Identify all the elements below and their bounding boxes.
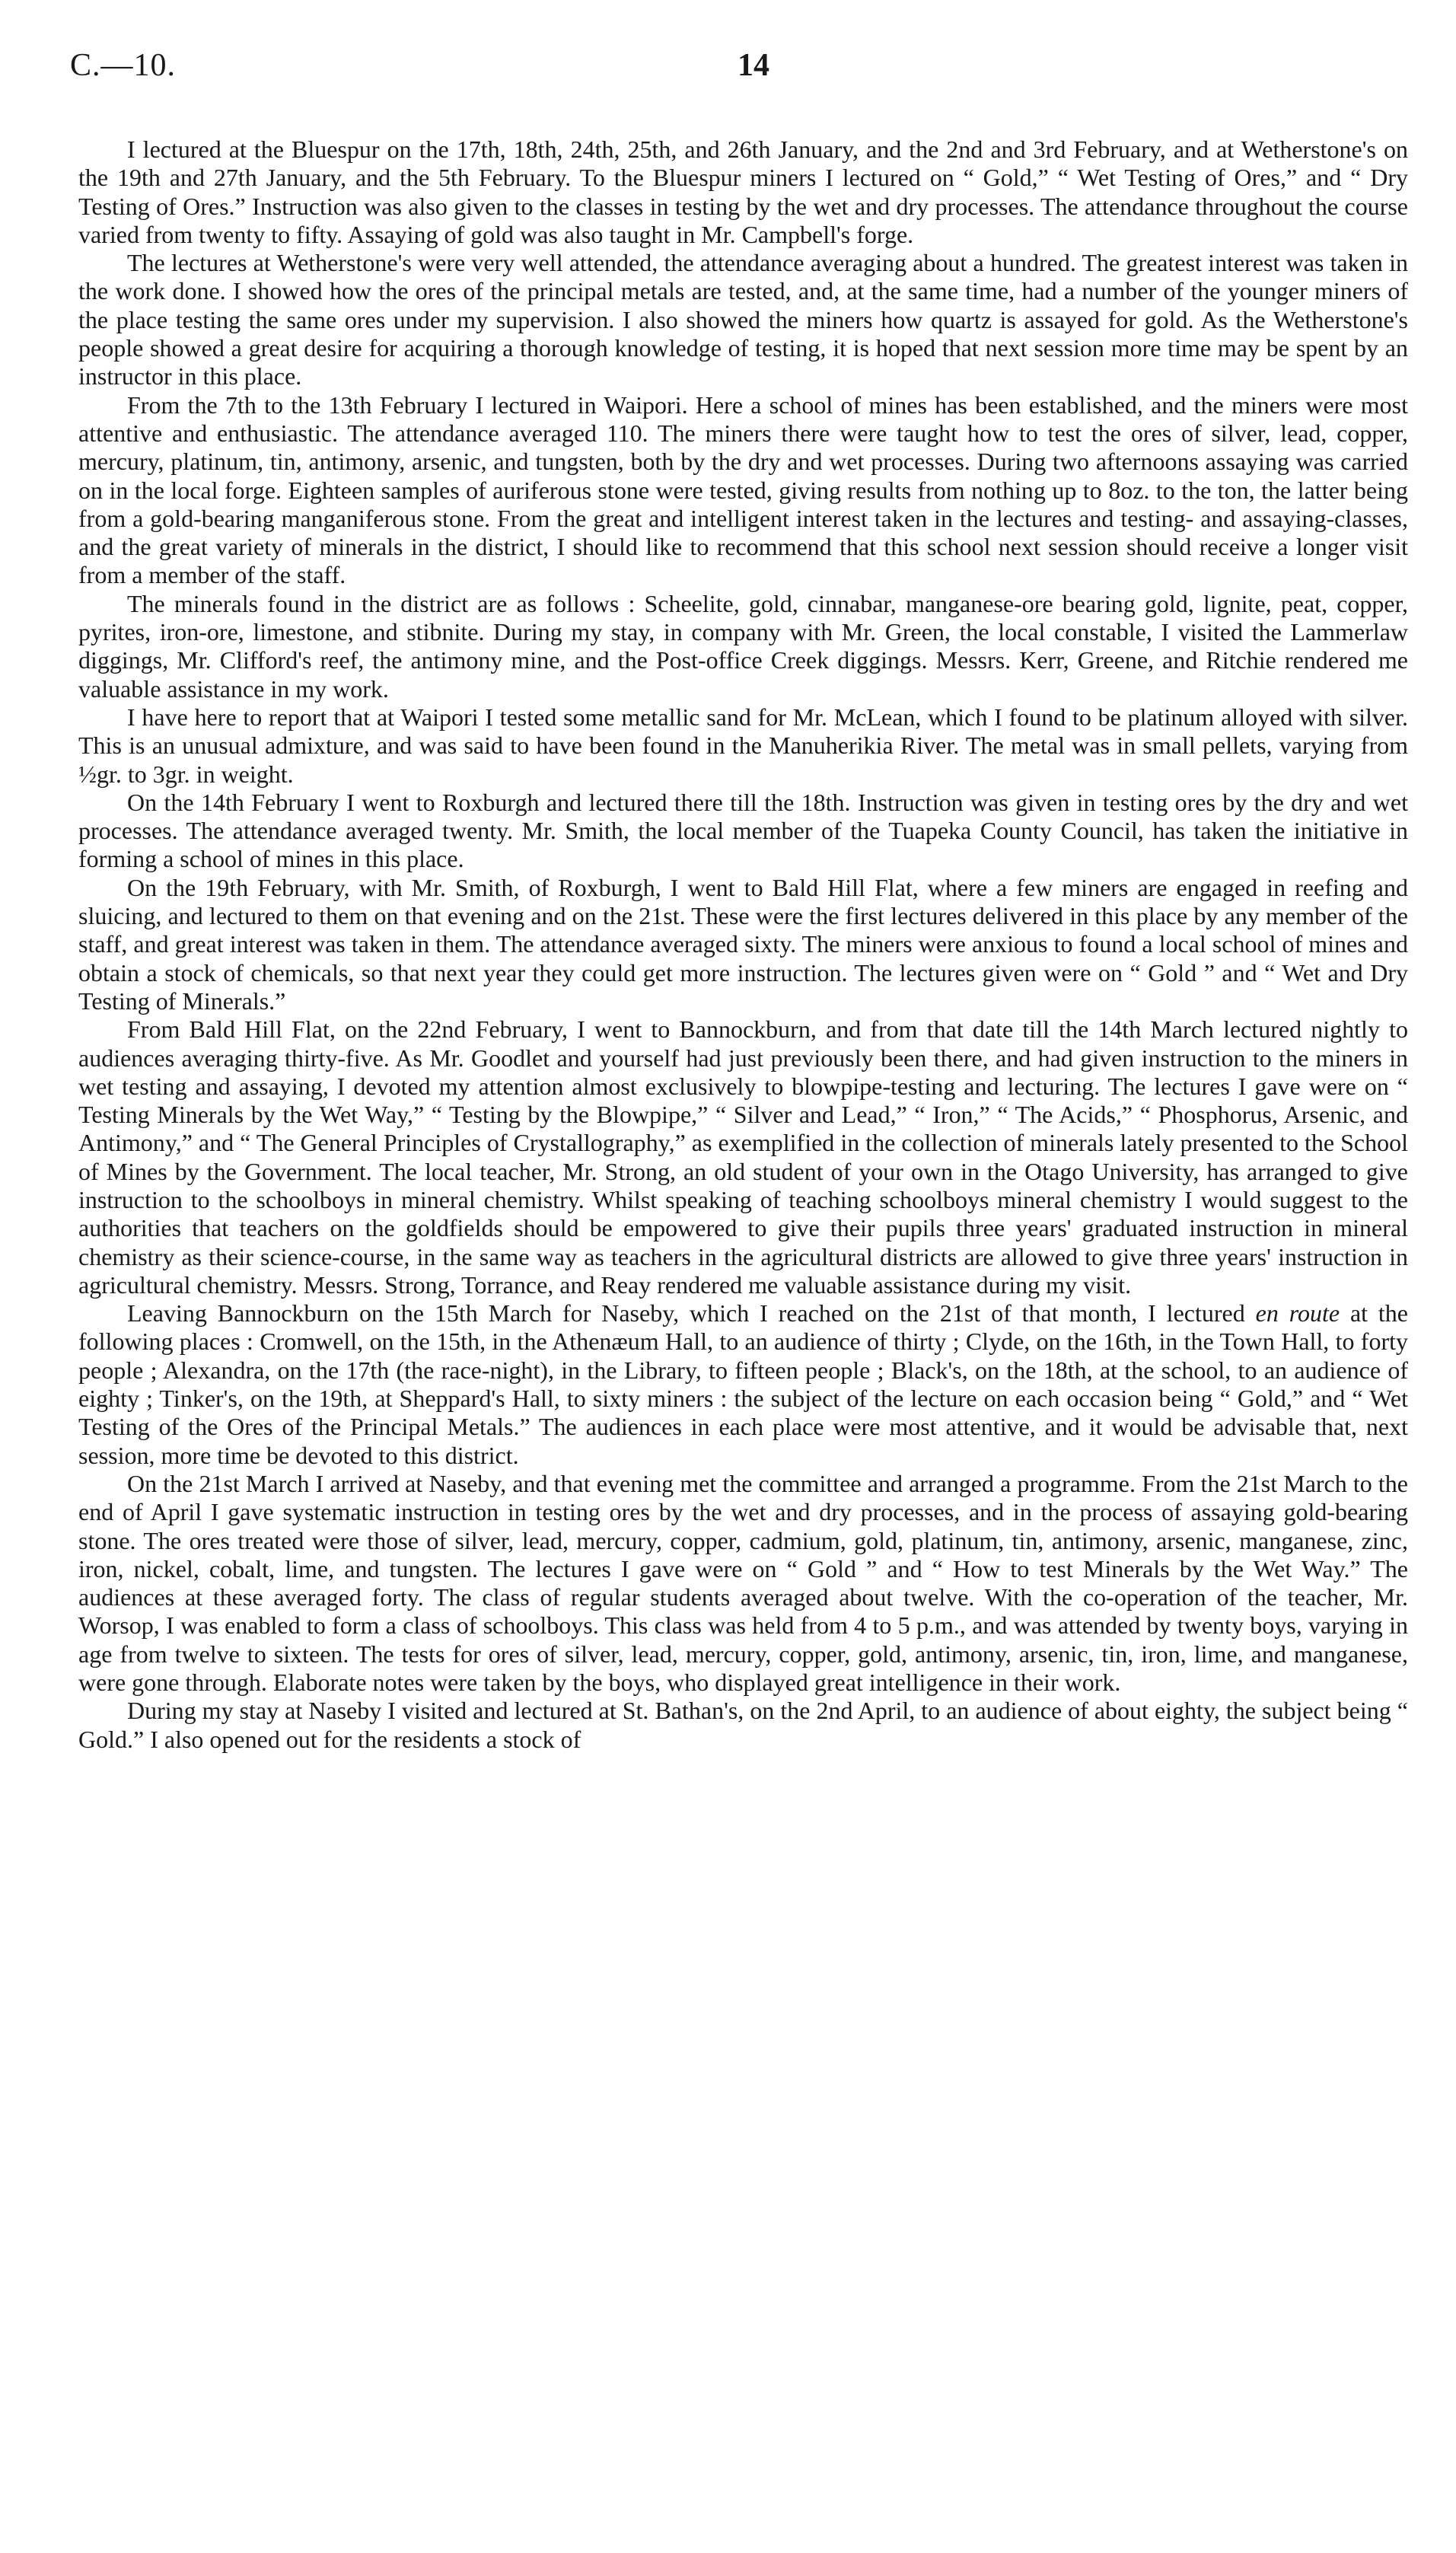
paragraph-st-bathans: During my stay at Naseby I visited and lectured at St. Bathan's, on the 2nd April, to an audience of about eighty, the subject being “ Gold.” I also opened out for the residents a stock of xyxy=(78,1697,1408,1753)
document-reference: C.—10. xyxy=(70,48,177,83)
paragraph-platinum-sand: I have here to report that at Waipori I tested some metallic sand for Mr. McLean, which I found to be platinum alloyed with silver. This is an unusual admixture, and was said to have been found in the Manuherikia River. The metal was in small pellets, varying from ½gr. to 3gr. in weight. xyxy=(78,703,1408,788)
paragraph-minerals: The minerals found in the district are as follows : Scheelite, gold, cinnabar, manganese-ore bearing gold, lignite, peat, copper, pyrites, iron-ore, limestone, and stibnite. During my stay, in company with Mr. Green, the local constable, I visited the Lammerlaw diggings, Mr. Clifford's reef, the antimony mine, and the Post-office Creek diggings. Messrs. Kerr, Greene, and Ritchie rendered me valuable assistance in my work. xyxy=(78,589,1408,703)
paragraph-bluespur: I lectured at the Bluespur on the 17th, 18th, 24th, 25th, and 26th January, and the 2nd and 3rd February, and at Wetherstone's on the 19th and 27th January, and the 5th February. To the Bluespur miners I lectured on “ Gold,” “ Wet Testing of Ores,” and “ Dry Testing of Ores.” Instruction was also given to the classes in testing by the wet and dry processes. The attendance throughout the course varied from twenty to fifty. Assaying of gold was also taught in Mr. Campbell's forge. xyxy=(78,135,1408,248)
paragraph-roxburgh: On the 14th February I went to Roxburgh and lectured there till the 18th. Instruction was given in testing ores by the dry and wet processes. The attendance averaged twenty. Mr. Smith, the local member of the Tuapeka County Council, has taken the initiative in forming a school of mines in this place. xyxy=(78,788,1408,873)
paragraph-en-route-start: Leaving Bannockburn on the 15th March for Naseby, which I reached on the 21st of that month, I lectured xyxy=(127,1299,1256,1327)
page-header xyxy=(70,47,1410,93)
paragraph-en-route-italic: en route xyxy=(1255,1299,1340,1327)
body-text xyxy=(78,135,1408,1754)
page-number: 14 xyxy=(738,48,769,83)
paragraph-en-route-end: at the following places : Cromwell, on the 15th, in the Athenæum Hall, to an audience of thirty ; Clyde, on the 16th, in the Town Hall, to forty people ; Alexandra, on the 17th (the race-night), in the Library, to fifteen people ; Black's, on the 18th, at the school, to an audience of eighty ; Tinker's, on the 19th, at Sheppard's Hall, to sixty miners : the subject of the lecture on each occasion being “ Gold,” and “ Wet Testing of the Ores of the Principal Metals.” The audiences in each place were most attentive, and it would be advisable that, next session, more time be devoted to this district. xyxy=(78,1299,1409,1469)
paragraph-bannockburn: From Bald Hill Flat, on the 22nd February, I went to Bannockburn, and from that date till the 14th March lectured nightly to audiences averaging thirty-five. As Mr. Goodlet and yourself had just previously been there, and had given instruction to the miners in wet testing and assaying, I devoted my attention almost exclusively to blowpipe-testing and lecturing. The lectures I gave were on “ Testing Minerals by the Wet Way,” “ Testing by the Blowpipe,” “ Silver and Lead,” “ Iron,” “ The Acids,” “ Phosphorus, Arsenic, and Antimony,” and “ The General Principles of Crystallography,” as exemplified in the collection of minerals lately presented to the School of Mines by the Government. The local teacher, Mr. Strong, an old student of your own in the Otago University, has arranged to give instruction to the schoolboys in mineral chemistry. Whilst speaking of teaching schoolboys mineral chemistry I would suggest to the authorities that teachers on the goldfields should be empowered to give their pupils three years' graduated instruction in mineral chemistry as their science-course, in the same way as teachers in the agricultural districts are allowed to give three years' instruction in agricultural chemistry. Messrs. Strong, Torrance, and Reay rendered me valuable assistance during my visit. xyxy=(78,1015,1408,1299)
paragraph-naseby: On the 21st March I arrived at Naseby, and that evening met the committee and arranged a programme. From the 21st March to the end of April I gave systematic instruction in testing ores by the wet and dry processes, and in the process of assaying gold-bearing stone. The ores treated were those of silver, lead, mercury, copper, cadmium, gold, platinum, tin, antimony, arsenic, manganese, zinc, iron, nickel, cobalt, lime, and tungsten. The lectures I gave were on “ Gold ” and “ How to test Minerals by the Wet Way.” The audiences at these averaged forty. The class of regular students averaged about twelve. With the co-operation of the teacher, Mr. Worsop, I was enabled to form a class of schoolboys. This class was held from 4 to 5 p.m., and was attended by twenty boys, varying in age from twelve to sixteen. The tests for ores of silver, lead, mercury, copper, gold, antimony, arsenic, tin, iron, lime, and manganese, were gone through. Elaborate notes were taken by the boys, who displayed great intelligence in their work. xyxy=(78,1469,1408,1697)
paragraph-waipori: From the 7th to the 13th February I lectured in Waipori. Here a school of mines has been established, and the miners were most attentive and enthusiastic. The attendance averaged 110. The miners there were taught how to test the ores of silver, lead, copper, mercury, platinum, tin, antimony, arsenic, and tungsten, both by the dry and wet processes. During two afternoons assaying was carried on in the local forge. Eighteen samples of auriferous stone were tested, giving results from nothing up to 8oz. to the ton, the latter being from a gold-bearing manganiferous stone. From the great and intelligent interest taken in the lectures and testing- and assaying-classes, and the great variety of minerals in the district, I should like to recommend that this school next session should receive a longer visit from a member of the staff. xyxy=(78,390,1408,589)
paragraph-bald-hill-flat: On the 19th February, with Mr. Smith, of Roxburgh, I went to Bald Hill Flat, where a few miners are engaged in reefing and sluicing, and lectured to them on that evening and on the 21st. These were the first lectures delivered in this place by any member of the staff, and great interest was taken in them. The attendance averaged sixty. The miners were anxious to found a local school of mines and obtain a stock of chemicals, so that next year they could get more instruction. The lectures given were on “ Gold ” and “ Wet and Dry Testing of Minerals.” xyxy=(78,873,1408,1015)
paragraph-en-route xyxy=(78,1299,1408,1470)
paragraph-wetherstones: The lectures at Wetherstone's were very well attended, the attendance averaging about a hundred. The greatest interest was taken in the work done. I showed how the ores of the principal metals are tested, and, at the same time, had a number of the younger miners of the place testing the same ores under my supervision. I also showed the miners how quartz is assayed for gold. As the Wetherstone's people showed a great desire for acquiring a thorough knowledge of testing, it is hoped that next session more time may be spent by an instructor in this place. xyxy=(78,249,1408,390)
